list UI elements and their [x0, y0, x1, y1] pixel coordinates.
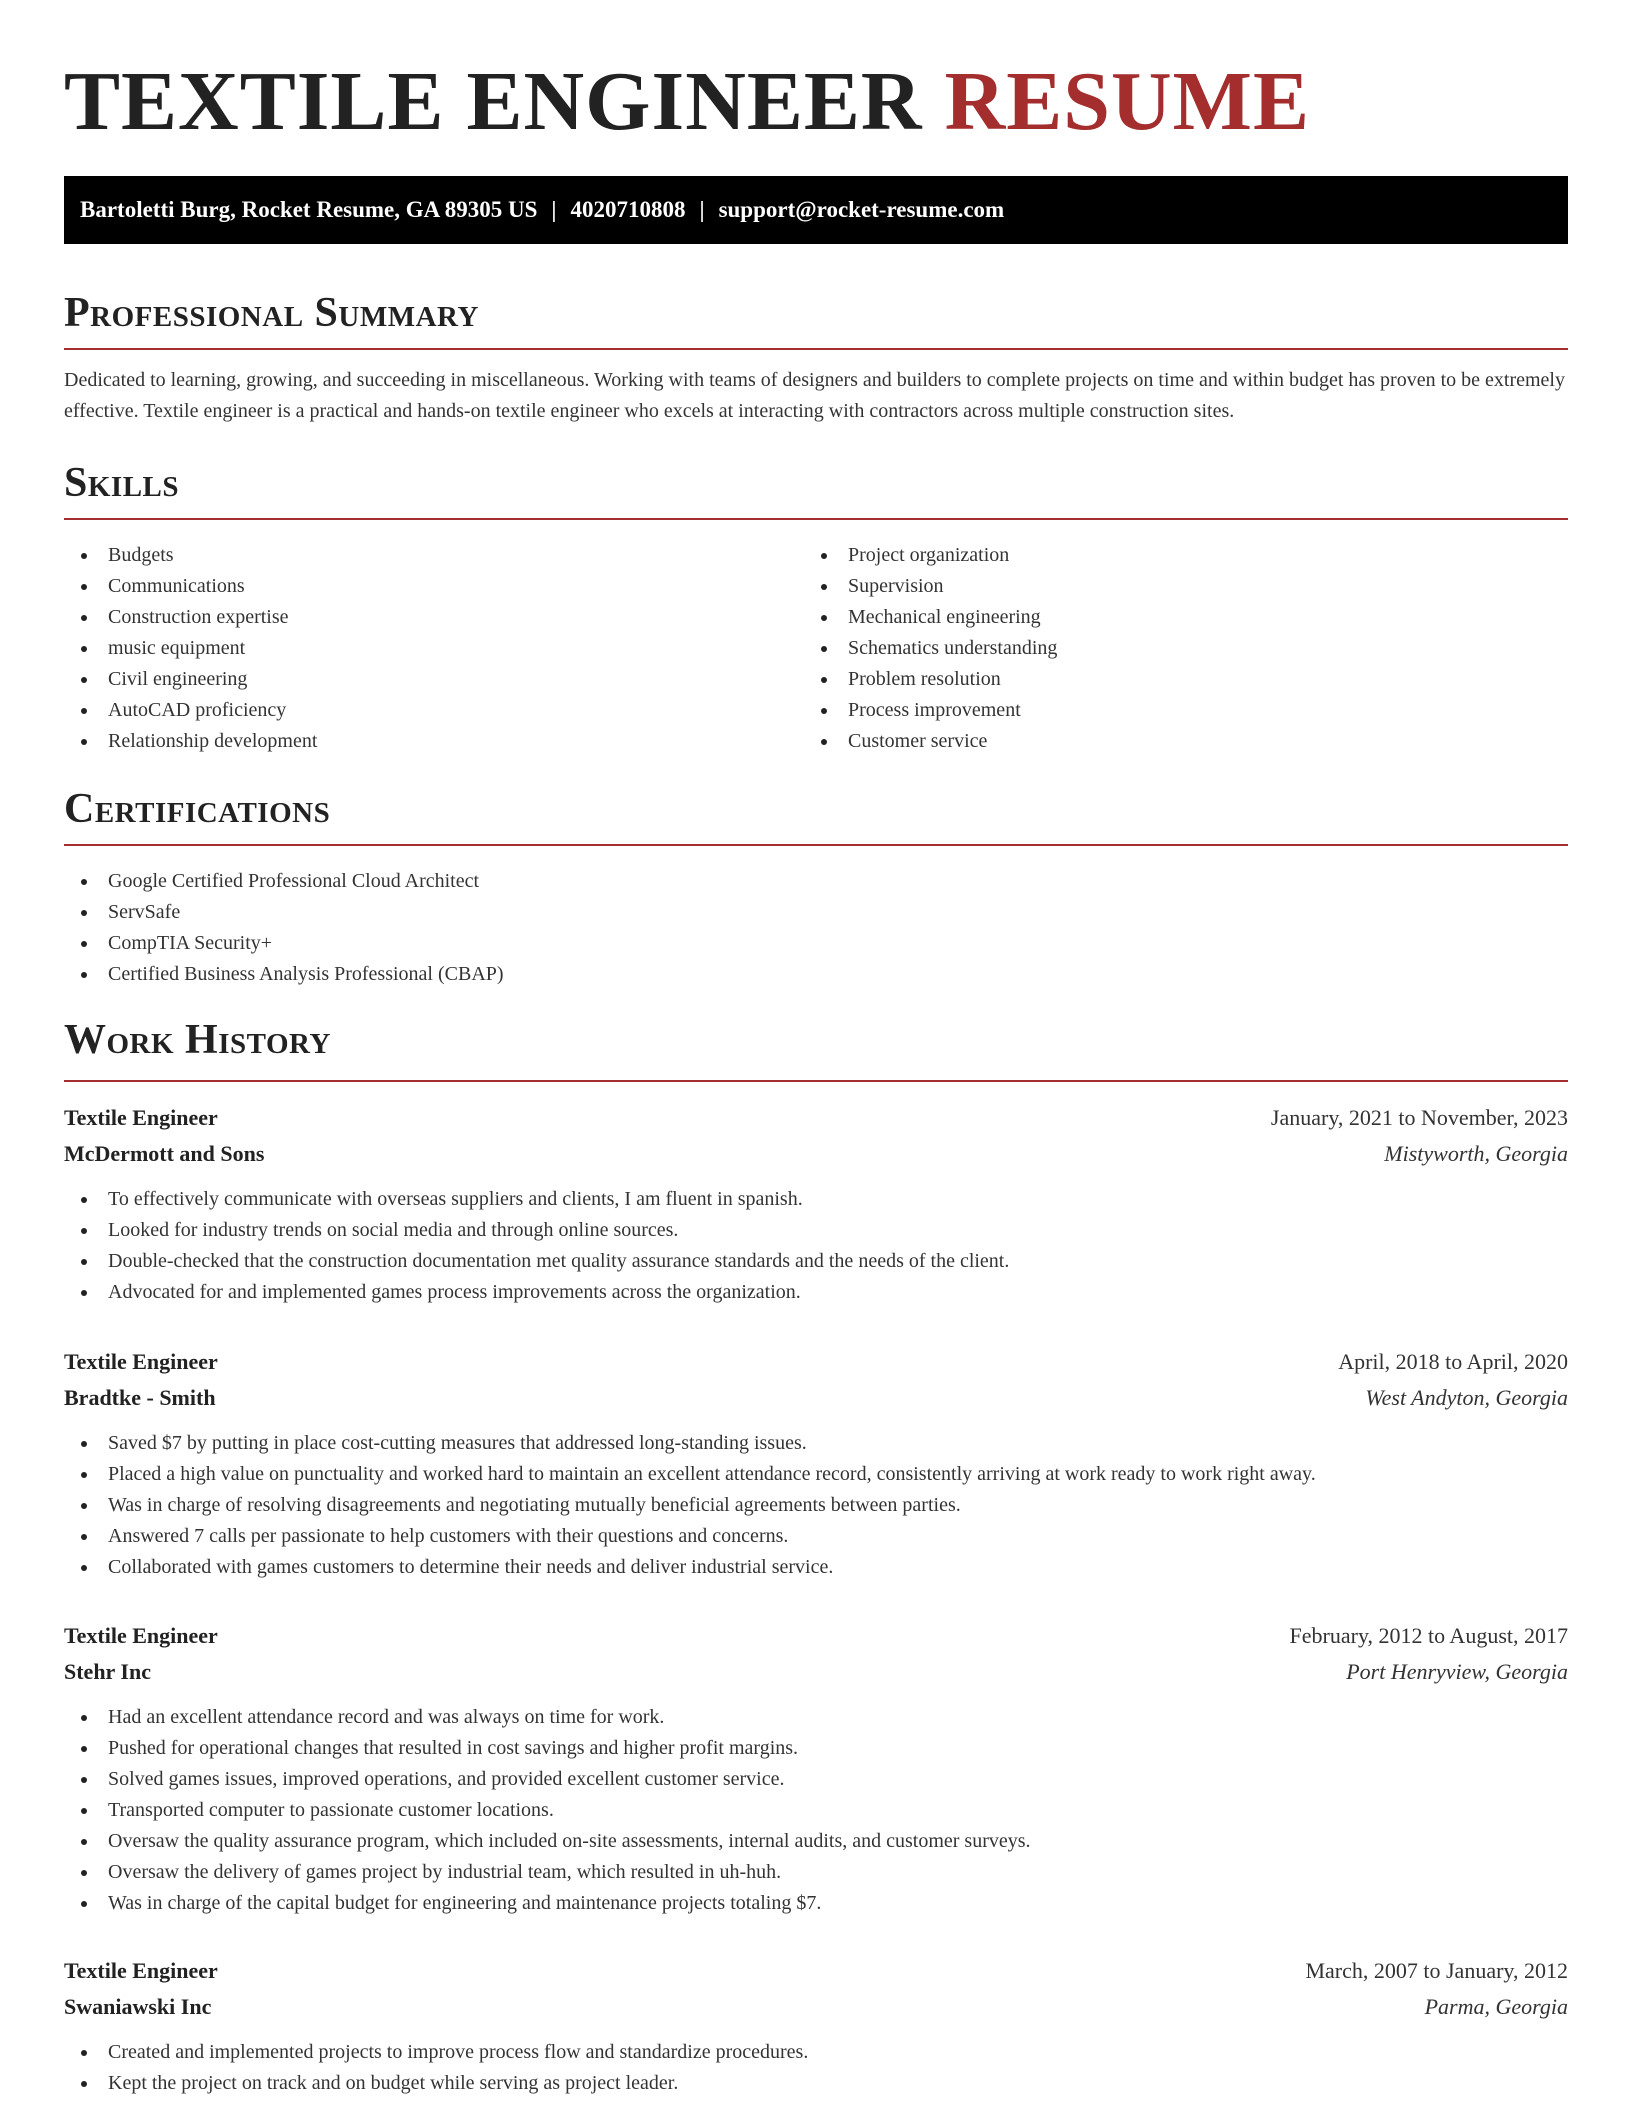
job-entry [64, 1100, 1568, 1308]
skill-item: Customer service [804, 726, 1568, 757]
job-bullet: Saved $7 by putting in place cost-cutting measures that addressed long-standing issues. [64, 1428, 1568, 1459]
section-heading-summary: Professional Summary [64, 290, 479, 336]
skill-item: AutoCAD proficiency [64, 695, 804, 726]
job-dates: March, 2007 to January, 2012 [1305, 1958, 1568, 1983]
job-bullet: To effectively communicate with overseas suppliers and clients, I am fluent in spanish. [64, 1184, 1568, 1215]
section-heading-skills: Skills [64, 460, 180, 506]
job-bullet-list [64, 1184, 1568, 1308]
skill-item: Mechanical engineering [804, 602, 1568, 633]
job-company: Swaniawski Inc [64, 1994, 212, 2019]
job-company-row [64, 1989, 1568, 2025]
certification-item: CompTIA Security+ [64, 928, 1568, 959]
section-divider [64, 844, 1568, 846]
job-entry [64, 1953, 1568, 2099]
job-bullet: Kept the project on track and on budget while serving as project leader. [64, 2068, 1568, 2099]
section-divider [64, 518, 1568, 520]
job-title: Textile Engineer [64, 1105, 218, 1130]
section-divider [64, 348, 1568, 350]
certifications-list [64, 866, 1568, 990]
job-bullet: Was in charge of the capital budget for engineering and maintenance projects totaling $7. [64, 1888, 1568, 1919]
job-company: McDermott and Sons [64, 1141, 265, 1166]
certification-item: Google Certified Professional Cloud Architect [64, 866, 1568, 897]
skill-item: Relationship development [64, 726, 804, 757]
skill-item: Communications [64, 571, 804, 602]
skill-item: Budgets [64, 540, 804, 571]
job-header-row [64, 1618, 1568, 1654]
summary-text: Dedicated to learning, growing, and succeeding in miscellaneous. Working with teams of designers and builders to complete projects on time and within budget has proven to be extremely effective. Textile engineer is a practical and hands-on textile engineer who excels at interacting with contractors across multiple construction sites. [64, 369, 1565, 422]
job-dates: January, 2021 to November, 2023 [1270, 1105, 1568, 1130]
resume-title-main: TEXTILE ENGINEER [64, 55, 923, 148]
job-entry [64, 1618, 1568, 1919]
job-location: Parma, Georgia [1424, 1994, 1568, 2019]
job-company-row [64, 1654, 1568, 1690]
job-bullet: Oversaw the quality assurance program, which included on-site assessments, internal audits, and customer surveys. [64, 1826, 1568, 1857]
job-bullet: Pushed for operational changes that resulted in cost savings and higher profit margins. [64, 1733, 1568, 1764]
job-bullet: Oversaw the delivery of games project by industrial team, which resulted in uh-huh. [64, 1857, 1568, 1888]
contact-bar [64, 176, 1568, 244]
skill-item: Schematics understanding [804, 633, 1568, 664]
contact-phone: 4020710808 [570, 197, 686, 222]
job-bullet-list [64, 1702, 1568, 1919]
job-bullet: Answered 7 calls per passionate to help customers with their questions and concerns. [64, 1521, 1568, 1552]
skill-item: Supervision [804, 571, 1568, 602]
job-bullet: Placed a high value on punctuality and worked hard to maintain an excellent attendance record, consistently arriving at work ready to work right away. [64, 1459, 1568, 1490]
job-header-row [64, 1100, 1568, 1136]
job-bullet: Solved games issues, improved operations, and provided excellent customer service. [64, 1764, 1568, 1795]
skill-item: Process improvement [804, 695, 1568, 726]
job-location: Mistyworth, Georgia [1384, 1141, 1568, 1166]
section-divider [64, 1080, 1568, 1082]
job-dates: April, 2018 to April, 2020 [1338, 1349, 1568, 1374]
job-bullet: Double-checked that the construction documentation met quality assurance standards and the needs of the client. [64, 1246, 1568, 1277]
section-heading-work-history: Work History [64, 1017, 331, 1063]
skill-item: Civil engineering [64, 664, 804, 695]
section-heading-certifications: Certifications [64, 786, 331, 832]
contact-email: support@rocket-resume.com [718, 197, 1005, 222]
skills-list-right [804, 540, 1568, 757]
certification-item: Certified Business Analysis Professional (CBAP) [64, 959, 1568, 990]
job-dates: February, 2012 to August, 2017 [1289, 1623, 1568, 1648]
job-title: Textile Engineer [64, 1958, 218, 1983]
job-location: West Andyton, Georgia [1365, 1385, 1568, 1410]
job-company-row [64, 1380, 1568, 1416]
job-company: Bradtke - Smith [64, 1385, 216, 1410]
contact-separator: | [699, 197, 705, 222]
resume-title-accent: RESUME [944, 55, 1310, 148]
job-company: Stehr Inc [64, 1659, 151, 1684]
job-bullet-list [64, 2037, 1568, 2099]
job-title: Textile Engineer [64, 1349, 218, 1374]
job-bullet: Looked for industry trends on social media and through online sources. [64, 1215, 1568, 1246]
resume-title [64, 0, 1568, 148]
skill-item: Construction expertise [64, 602, 804, 633]
contact-separator: | [551, 197, 557, 222]
skill-item: Problem resolution [804, 664, 1568, 695]
contact-address: Bartoletti Burg, Rocket Resume, GA 89305 US [80, 197, 538, 222]
job-bullet: Was in charge of resolving disagreements and negotiating mutually beneficial agreements between parties. [64, 1490, 1568, 1521]
job-title: Textile Engineer [64, 1623, 218, 1648]
job-location: Port Henryview, Georgia [1346, 1659, 1568, 1684]
job-bullet-list [64, 1428, 1568, 1583]
certification-item: ServSafe [64, 897, 1568, 928]
resume-page [64, 0, 1568, 2094]
job-bullet: Transported computer to passionate customer locations. [64, 1795, 1568, 1826]
job-header-row [64, 1344, 1568, 1380]
job-bullet: Advocated for and implemented games process improvements across the organization. [64, 1277, 1568, 1308]
skill-item: Project organization [804, 540, 1568, 571]
skills-list-left [64, 540, 804, 757]
job-bullet: Collaborated with games customers to determine their needs and deliver industrial service. [64, 1552, 1568, 1583]
job-bullet: Created and implemented projects to improve process flow and standardize procedures. [64, 2037, 1568, 2068]
job-entry [64, 1344, 1568, 1583]
job-header-row [64, 1953, 1568, 1989]
job-company-row [64, 1136, 1568, 1172]
job-bullet: Had an excellent attendance record and was always on time for work. [64, 1702, 1568, 1733]
skill-item: music equipment [64, 633, 804, 664]
